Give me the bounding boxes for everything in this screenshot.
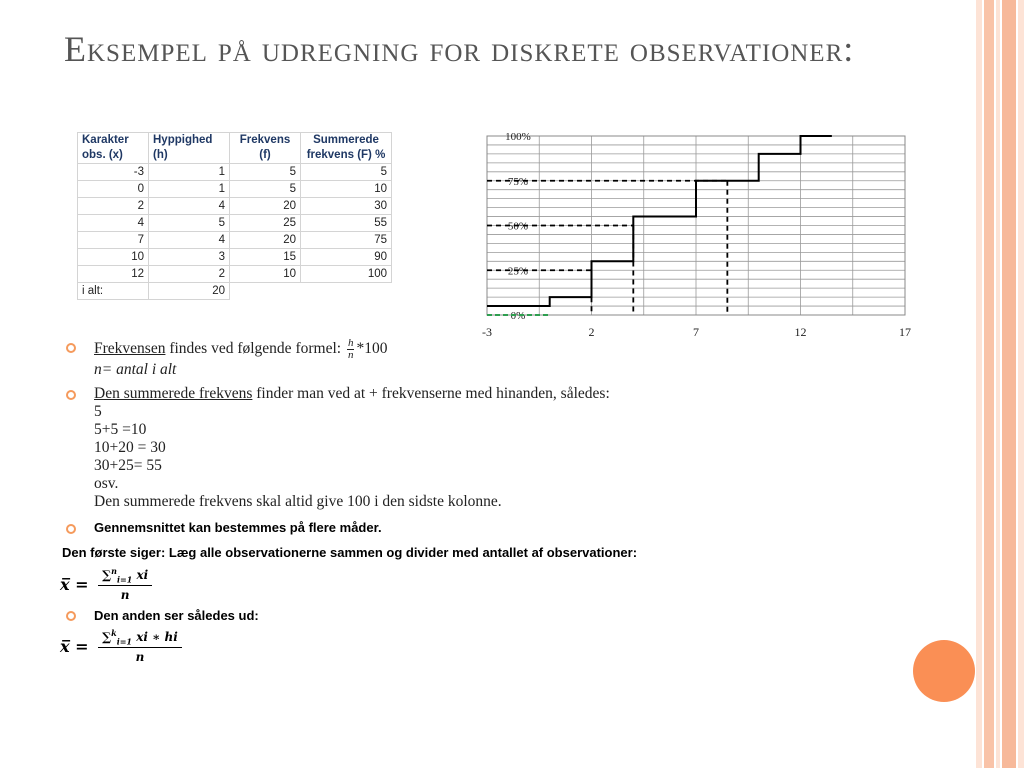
y-tick-label: 0% xyxy=(510,310,526,322)
bullet-gennemsnit xyxy=(64,519,884,537)
bullet-dot-icon xyxy=(66,524,76,534)
formula-numerator xyxy=(98,566,152,586)
table-cell: 5 xyxy=(230,181,301,198)
formula-numerator xyxy=(98,628,182,648)
y-tick-label: 50% xyxy=(507,220,529,233)
formula-fraction xyxy=(98,566,152,602)
formula-denominator: n xyxy=(120,588,130,603)
x-tick-label: 17 xyxy=(899,325,911,339)
bullet-summerede xyxy=(64,385,884,511)
sum-conclusion: Den summerede frekvens skal altid give 100 i den sidste kolonne. xyxy=(94,493,502,510)
table-cell: 12 xyxy=(78,266,149,283)
decorative-stripes xyxy=(976,0,1024,768)
sum-line: 30+25= 55 xyxy=(94,457,162,474)
frequency-table xyxy=(77,132,392,300)
sum-upper: k xyxy=(111,628,117,638)
table-cell: 0 xyxy=(78,181,149,198)
table-total-row xyxy=(78,283,392,300)
header-summerede: Summerede frekvens (F) % xyxy=(301,133,392,164)
cumulative-frequency-chart xyxy=(478,128,918,348)
bullet-frekvens xyxy=(64,338,884,379)
table-cell: -3 xyxy=(78,164,149,181)
table-cell: 5 xyxy=(230,164,301,181)
formula-lhs: x̅ = xyxy=(60,574,89,594)
table-cell: 2 xyxy=(149,266,230,283)
table-cell: 5 xyxy=(149,215,230,232)
table-row xyxy=(78,198,392,215)
formula-lhs: x̅ = xyxy=(60,636,89,656)
table-cell: 1 xyxy=(149,181,230,198)
frekvens-suffix: *100 xyxy=(356,340,388,358)
anden-text: Den anden ser således ud: xyxy=(94,608,259,623)
slide-title: Eksempel på udregning for diskrete observationer: xyxy=(64,29,855,69)
n-definition: n= antal i alt xyxy=(94,361,177,378)
table-row xyxy=(78,249,392,266)
table-row xyxy=(78,266,392,283)
sum-term: xi xyxy=(136,568,149,582)
bullet-dot-icon xyxy=(66,343,76,353)
table-cell: 1 xyxy=(149,164,230,181)
formula-fraction xyxy=(98,628,182,664)
sum-term: xi ∗ hi xyxy=(136,630,178,644)
table-cell: 10 xyxy=(78,249,149,266)
sum-line: osv. xyxy=(94,475,119,492)
empty-cell xyxy=(230,283,301,300)
x-tick-label: -3 xyxy=(482,325,492,339)
total-value: 20 xyxy=(149,283,230,300)
mean-formula-1 xyxy=(60,566,152,602)
sum-lower: i=1 xyxy=(116,636,132,647)
frekvens-fraction xyxy=(347,338,355,361)
header-hyppighed: Hyppighed (h) xyxy=(149,133,230,164)
table-cell: 10 xyxy=(230,266,301,283)
decorative-circle xyxy=(913,640,975,702)
table-cell: 4 xyxy=(149,232,230,249)
table-cell: 7 xyxy=(78,232,149,249)
table-cell: 25 xyxy=(230,215,301,232)
table-cell: 2 xyxy=(78,198,149,215)
table-cell: 30 xyxy=(301,198,392,215)
table-cell: 3 xyxy=(149,249,230,266)
sum-line: 10+20 = 30 xyxy=(94,439,166,456)
sum-upper: n xyxy=(111,566,117,576)
table-row xyxy=(78,215,392,232)
bullet-dot-icon xyxy=(66,611,76,621)
sum-lower: i=1 xyxy=(116,574,133,585)
table-cell: 20 xyxy=(230,232,301,249)
cumulative-step-line xyxy=(487,136,832,306)
term-summerede: Den summerede frekvens xyxy=(94,385,253,402)
table-cell: 75 xyxy=(301,232,392,249)
sum-symbol: ∑ xyxy=(102,630,112,644)
mean-formula-2 xyxy=(60,628,182,664)
y-tick-label: 100% xyxy=(505,131,531,143)
table-row xyxy=(78,232,392,249)
table-cell: 15 xyxy=(230,249,301,266)
frekvens-text: findes ved følgende formel: xyxy=(169,340,342,358)
frac-denominator: n xyxy=(347,349,354,361)
bullet-anden xyxy=(64,608,259,623)
sum-symbol: ∑ xyxy=(102,568,112,582)
table-row xyxy=(78,181,392,198)
sum-line: 5 xyxy=(94,403,102,420)
table-cell: 90 xyxy=(301,249,392,266)
first-method-text: Den første siger: Læg alle observationerne sammen og divider med antallet af observationer: xyxy=(62,545,638,560)
empty-cell xyxy=(301,283,392,300)
y-tick-label: 75% xyxy=(507,175,529,188)
formula-denominator: n xyxy=(135,650,145,665)
table-cell: 55 xyxy=(301,215,392,232)
summerede-text: finder man ved at + frekvenserne med hinanden, således: xyxy=(256,385,610,402)
header-karakter: Karakter obs. (x) xyxy=(78,133,149,164)
table-cell: 100 xyxy=(301,266,392,283)
sum-line: 5+5 =10 xyxy=(94,421,147,438)
bullet-dot-icon xyxy=(66,390,76,400)
x-tick-label: 7 xyxy=(693,325,699,339)
table-cell: 5 xyxy=(301,164,392,181)
table-cell: 4 xyxy=(149,198,230,215)
table-cell: 20 xyxy=(230,198,301,215)
table-cell: 4 xyxy=(78,215,149,232)
frac-numerator: h xyxy=(347,337,354,349)
table-row xyxy=(78,164,392,181)
total-label: i alt: xyxy=(78,283,149,300)
header-frekvens: Frekvens (f) xyxy=(230,133,301,164)
x-tick-label: 12 xyxy=(794,325,807,339)
table-cell: 10 xyxy=(301,181,392,198)
gennemsnit-text: Gennemsnittet kan bestemmes på flere måder. xyxy=(94,520,382,535)
term-frekvensen: Frekvensen xyxy=(94,340,166,358)
y-tick-label: 25% xyxy=(507,265,529,278)
table-header-row xyxy=(78,133,392,164)
bullet-list xyxy=(64,338,884,539)
x-tick-label: 2 xyxy=(588,325,595,339)
